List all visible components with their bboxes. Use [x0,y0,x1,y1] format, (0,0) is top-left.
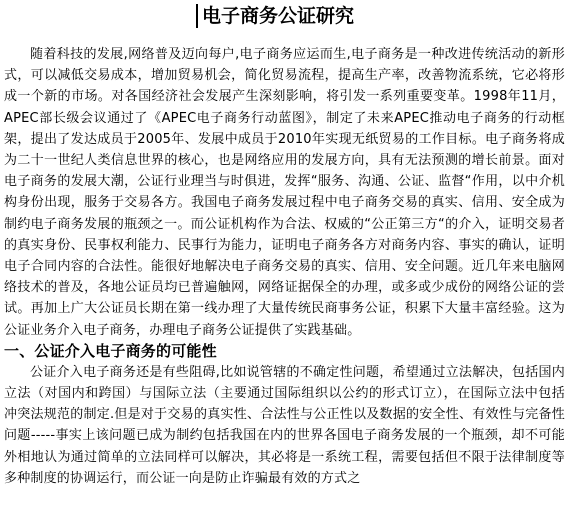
intro-paragraph: 随着科技的发展,网络普及迈向每户,电子商务应运而生,电子商务是一种改进传统活动的新形式，可以减低交易成本，增加贸易机会，简化贸易流程，提高生产率，改善物流系统，它必将形成一个新的市场。对各国经济社会发展产生深刻影响，将引发一系列重要变革。1998年11月，APEC部长级会议通过了《APEC电子商务行动蓝图》，制定了未来APEC推动电子商务的行动框架，提出了发达成员于2005年、发展中成员于2010年实现无纸贸易的工作目标。电子商务将成为二十一世纪人类信息世界的核心，也是网络应用的发展方向，具有无法预测的增长前景。面对电子商务的发展大潮，公证行业理当与时俱进，发挥“服务、沟通、公证、监督“作用，以中介机构身份出现，服务于交易各方。我国电子商务发展过程中电子商务交易的真实、信用、安全成为制约电子商务发展的瓶颈之一。而公证机构作为合法、权威的“公正第三方“的介入，证明交易者的真实身份、民事权利能力、民事行为能力，证明电子商务各方对商务内容、事实的确认，证明电子合同内容的合法性。能很好地解决电子商务交易的真实、信用、安全问题。近几年来电脑网络技术的普及，各地公证员均已普遍触网，网络证据保全的办理，或多或少成份的网络公证的尝试。再加上广大公证员长期在第一线办理了大量传统民商事务公证，积累下大量丰富经验。这为公证业务介入电子商务，办理电子商务公证提供了实践基础。 [4,47,565,338]
document-body [4,44,565,489]
section-paragraph: 公证介入电子商务还是有些阻碍,比如说管辖的不确定性问题，希望通过立法解决，包括国内立法（对国内和跨国）与国际立法（主要通过国际组织以公约的形式订立），在国际立法中包括冲突法规范的制定.但是对于交易的真实性、合法性与公正性以及数据的安全性、有效性与完备性问题-----事实上该问题已成为制约包括我国在内的世界各国电子商务发展的一个瓶颈，却不可能外相地认为通过简单的立法同样可以解决，其必将是一系统工程，需要包括但不限于法律制度等多种制度的协调运行，而公证一向是防止诈骗最有效的方式之 [4,364,565,486]
section-heading: 一、公证介入电子商务的可能性 [4,341,217,360]
document-title: 电子商务公证研究 [196,4,354,28]
